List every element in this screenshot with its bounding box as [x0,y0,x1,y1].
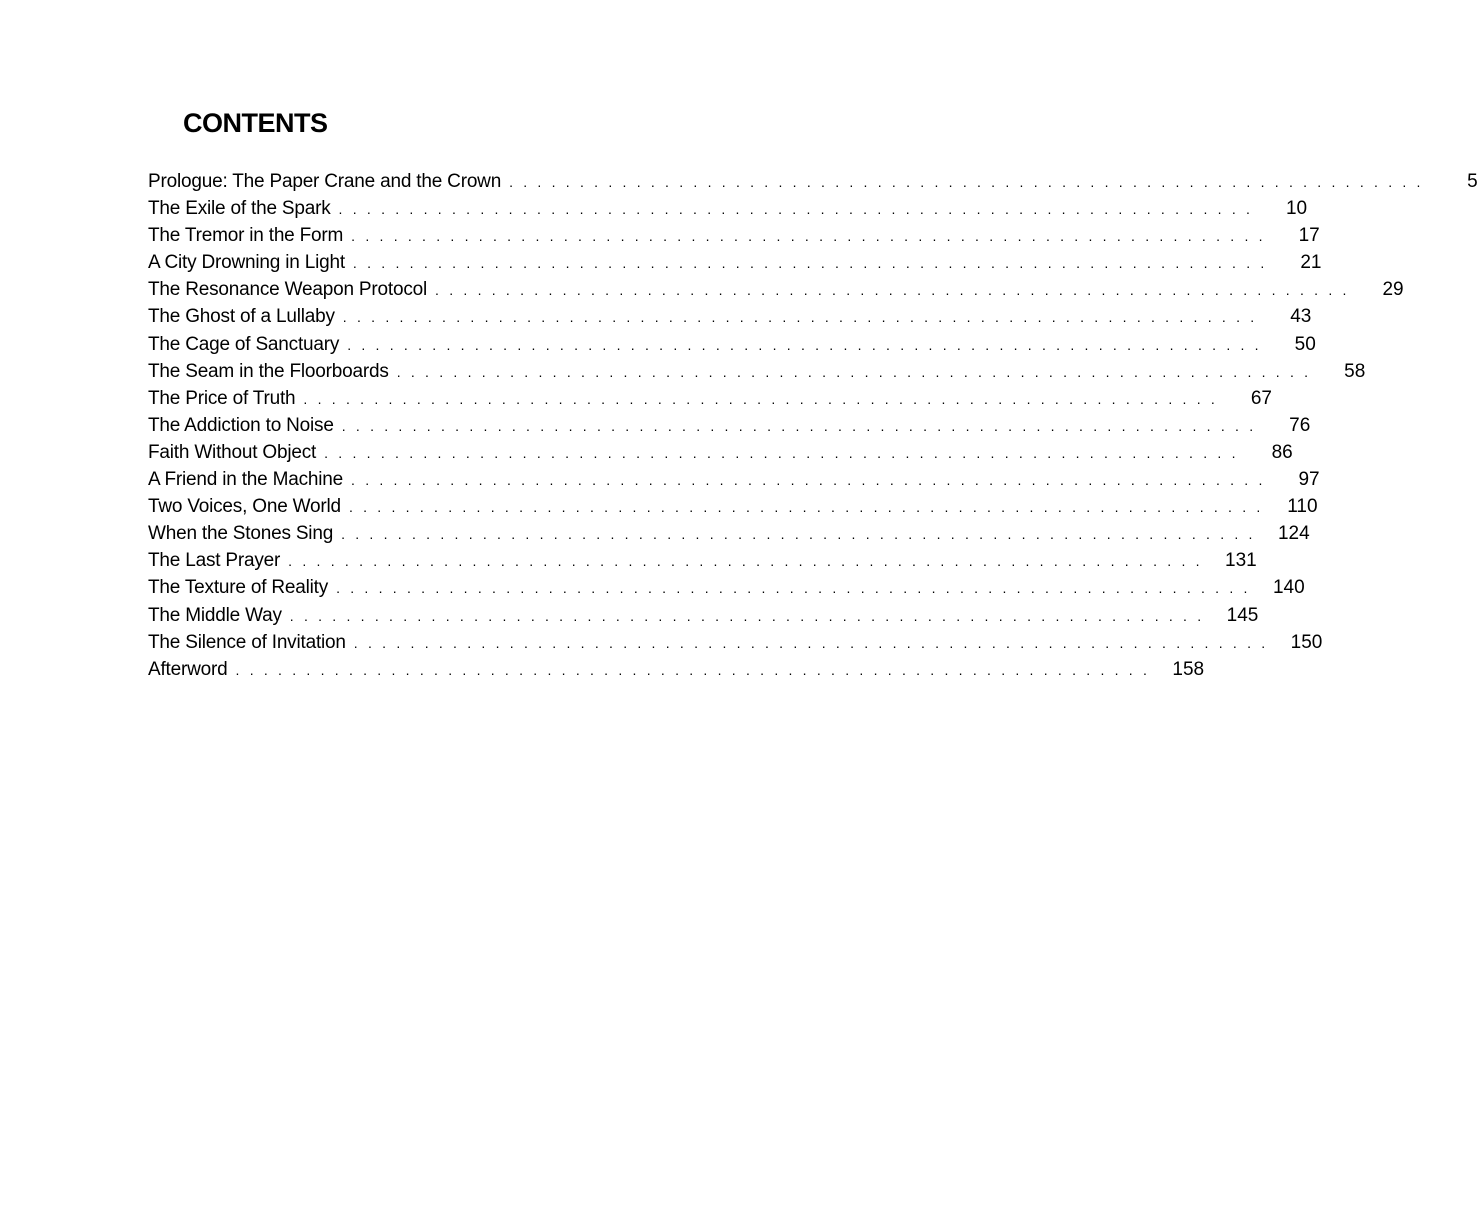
contents-heading: CONTENTS [183,108,328,138]
dot-leader: . . . . . . . . . . . . . . . . . . . . . . . . . . . . . . . . . . . . . . . . . . . . . . . . . . . . . . . . . . . . . . . . . [324,444,1239,461]
entry-title: The Last Prayer [148,550,281,572]
entry-title: The Texture of Reality [148,577,329,599]
entry-page-number: 5 [1467,171,1478,192]
toc-entry [148,385,1272,412]
entry-page-number: 43 [1290,306,1312,328]
toc-entry [148,168,1478,195]
entry-title: The Price of Truth [148,387,296,409]
dot-leader: . . . . . . . . . . . . . . . . . . . . . . . . . . . . . . . . . . . . . . . . . . . . . . . . . . . . . . . . . . . . . . . . . [341,417,1257,434]
toc-entry [148,439,1293,466]
entry-page-number: 21 [1300,252,1322,274]
entry-title: The Seam in the Floorboards [148,360,389,382]
entry-title: The Ghost of a Lullaby [148,306,335,328]
dot-leader: . . . . . . . . . . . . . . . . . . . . . . . . . . . . . . . . . . . . . . . . . . . . . . . . . . . . . . . . . . . . . . . . . [396,363,1312,380]
entry-page-number: 86 [1271,441,1293,463]
dot-leader: . . . . . . . . . . . . . . . . . . . . . . . . . . . . . . . . . . . . . . . . . . . . . . . . . . . . . . . . . . . . . . . . . [435,282,1350,299]
dot-leader: . . . . . . . . . . . . . . . . . . . . . . . . . . . . . . . . . . . . . . . . . . . . . . . . . . . . . . . . . . . . . . . . . [288,553,1203,570]
dot-leader: . . . . . . . . . . . . . . . . . . . . . . . . . . . . . . . . . . . . . . . . . . . . . . . . . . . . . . . . . . . . . . . . . [336,580,1251,597]
dot-leader: . . . . . . . . . . . . . . . . . . . . . . . . . . . . . . . . . . . . . . . . . . . . . . . . . . . . . . . . . . . . . . . . . [509,174,1424,190]
entry-page-number: 97 [1298,469,1320,491]
toc-entry [148,249,1322,276]
entry-page-number: 29 [1382,279,1404,301]
entry-title: The Tremor in the Form [148,225,344,247]
entry-page-number: 124 [1277,523,1310,545]
dot-leader: . . . . . . . . . . . . . . . . . . . . . . . . . . . . . . . . . . . . . . . . . . . . . . . . . . . . . . . . . . . . . . . . . [351,472,1266,489]
dot-leader: . . . . . . . . . . . . . . . . . . . . . . . . . . . . . . . . . . . . . . . . . . . . . . . . . . . . . . . . . . . . . . . . . [353,634,1269,651]
dot-leader: . . . . . . . . . . . . . . . . . . . . . . . . . . . . . . . . . . . . . . . . . . . . . . . . . . . . . . . . . . . . . . . . . [235,661,1151,678]
entry-page-number: 67 [1250,387,1272,409]
entry-title: Faith Without Object [148,441,317,463]
entry-title: The Addiction to Noise [148,414,334,436]
entry-page-number: 110 [1287,496,1318,518]
dot-leader: . . . . . . . . . . . . . . . . . . . . . . . . . . . . . . . . . . . . . . . . . . . . . . . . . . . . . . . . . . . . . . . . . [347,336,1262,353]
entry-title: The Middle Way [148,604,282,626]
entry-page-number: 10 [1285,198,1308,220]
entry-page-number: 50 [1294,333,1316,355]
toc-entry [148,466,1320,493]
dot-leader: . . . . . . . . . . . . . . . . . . . . . . . . . . . . . . . . . . . . . . . . . . . . . . . . . . . . . . . . . . . . . . . . . [352,255,1268,272]
toc-entry [148,358,1366,385]
entry-title: A City Drowning in Light [148,252,345,274]
toc-entry [148,331,1316,358]
toc-entry [148,222,1320,249]
toc-entry [148,412,1311,439]
entry-page-number: 158 [1172,658,1205,680]
toc-entry [148,195,1308,222]
toc-entry [148,629,1323,656]
entry-page-number: 76 [1289,414,1311,436]
toc-entry [148,303,1312,330]
toc-entry [148,574,1305,601]
entry-title: Two Voices, One World [148,496,341,518]
dot-leader: . . . . . . . . . . . . . . . . . . . . . . . . . . . . . . . . . . . . . . . . . . . . . . . . . . . . . . . . . . . . . . . . . [338,201,1254,218]
entry-page-number: 131 [1225,550,1257,572]
toc-entry [148,656,1205,683]
entry-page-number: 58 [1344,360,1366,382]
dot-leader: . . . . . . . . . . . . . . . . . . . . . . . . . . . . . . . . . . . . . . . . . . . . . . . . . . . . . . . . . . . . . . . . . [303,390,1218,407]
table-of-contents [148,168,1478,683]
entry-title: Afterword [148,658,228,680]
entry-title: When the Stones Sing [148,523,334,545]
entry-title: The Cage of Sanctuary [148,333,340,355]
toc-entry [148,547,1257,574]
dot-leader: . . . . . . . . . . . . . . . . . . . . . . . . . . . . . . . . . . . . . . . . . . . . . . . . . . . . . . . . . . . . . . . . . [351,228,1266,245]
toc-entry [148,602,1259,629]
dot-leader: . . . . . . . . . . . . . . . . . . . . . . . . . . . . . . . . . . . . . . . . . . . . . . . . . . . . . . . . . . . . . . . . . [342,309,1258,326]
entry-page-number: 145 [1226,604,1259,626]
entry-title: The Exile of the Spark [148,198,331,220]
dot-leader: . . . . . . . . . . . . . . . . . . . . . . . . . . . . . . . . . . . . . . . . . . . . . . . . . . . . . . . . . . . . . . . . . [348,499,1264,516]
entry-page-number: 150 [1290,631,1323,653]
entry-title: A Friend in the Machine [148,469,344,491]
toc-entry [148,520,1310,547]
toc-entry [148,493,1318,520]
entry-page-number: 140 [1272,577,1305,599]
entry-title: Prologue: The Paper Crane and the Crown [148,171,502,192]
dot-leader: . . . . . . . . . . . . . . . . . . . . . . . . . . . . . . . . . . . . . . . . . . . . . . . . . . . . . . . . . . . . . . . . . [341,526,1256,543]
toc-entry [148,276,1404,303]
entry-title: The Resonance Weapon Protocol [148,279,428,301]
entry-page-number: 17 [1298,225,1320,247]
entry-title: The Silence of Invitation [148,631,346,653]
dot-leader: . . . . . . . . . . . . . . . . . . . . . . . . . . . . . . . . . . . . . . . . . . . . . . . . . . . . . . . . . . . . . . . . . [289,607,1205,624]
